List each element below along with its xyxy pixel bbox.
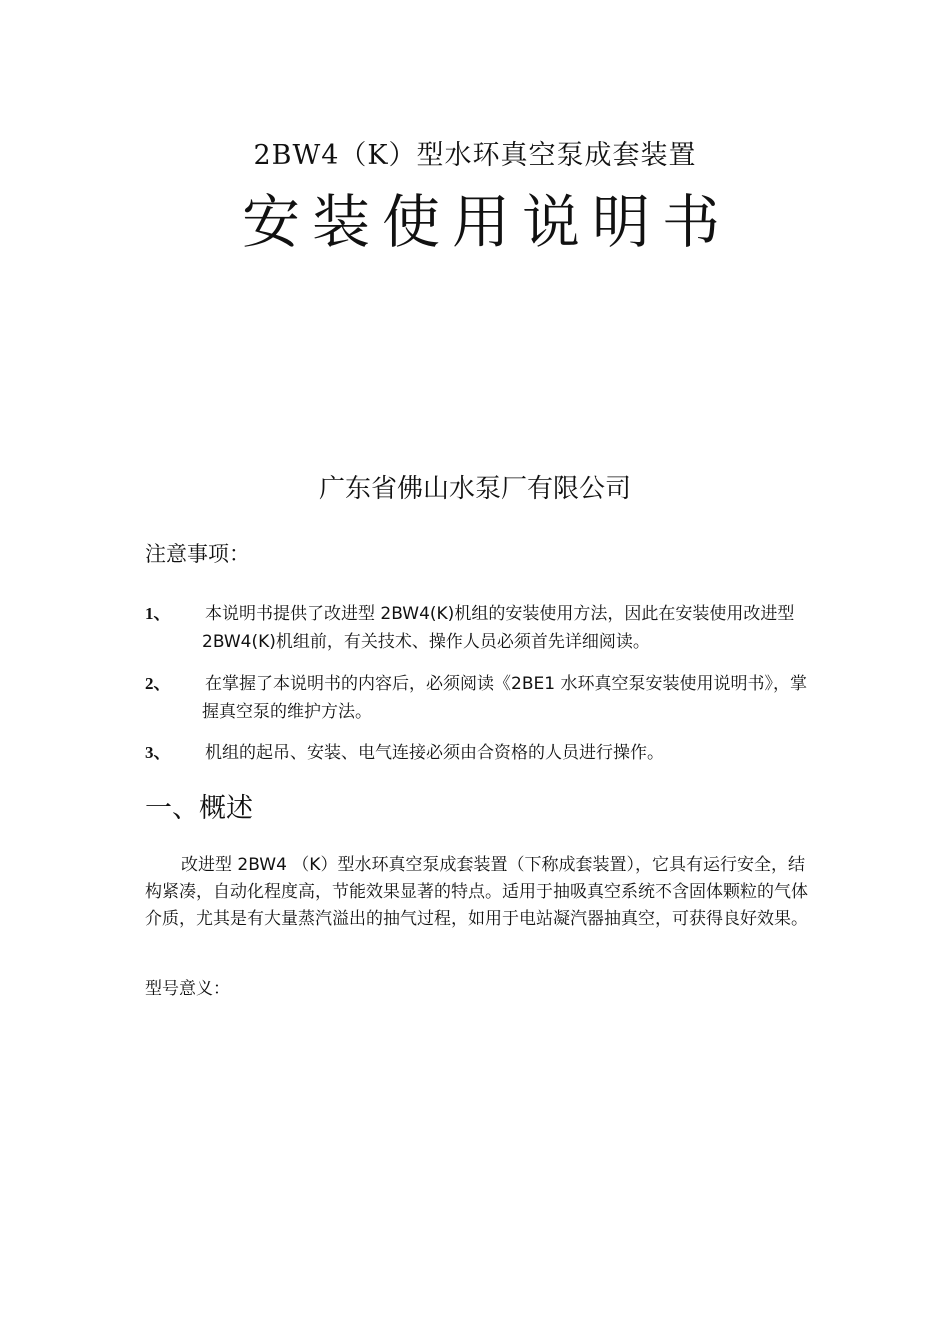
notice-item-number: 1、 (145, 604, 171, 623)
notice-item-text: 在掌握了本说明书的内容后，必须阅读《2BE1 水环真空泵安装使用说明书》，掌握真空泵的维护方法。 (202, 674, 807, 722)
notice-item-text: 机组的起吊、安装、电气连接必须由合资格的人员进行操作。 (205, 743, 664, 763)
overview-paragraph: 改进型 2BW4 （K）型水环真空泵成套装置（下称成套装置），它具有运行安全，结构紧凑，自动化程度高，节能效果显著的特点。适用于抽吸真空系统不含固体颗粒的气体介质，尤其是有大量蒸汽溢出的抽气过程，如用于电站凝汽器抽真空，可获得良好效果。 (145, 855, 808, 929)
notice-item-text: 本说明书提供了改进型 2BW4(K)机组的安装使用方法，因此在安装使用改进型 2BW4(K)机组前，有关技术、操作人员必须首先详细阅读。 (202, 604, 795, 652)
notice-item-1 (145, 600, 810, 656)
document-subtitle: 2BW4（K）型水环真空泵成套装置 (253, 140, 697, 171)
notice-item-2 (145, 670, 810, 726)
company-name: 广东省佛山水泵厂有限公司 (318, 474, 631, 504)
notice-item-number: 2、 (145, 674, 171, 693)
notice-item-3 (145, 739, 810, 767)
section-heading-overview: 一、概述 (145, 793, 253, 824)
notice-heading: 注意事项： (145, 542, 250, 566)
model-meaning-label: 型号意义： (145, 979, 230, 999)
document-title: 安装使用说明书 (241, 188, 732, 256)
notice-item-number: 3、 (145, 743, 171, 762)
